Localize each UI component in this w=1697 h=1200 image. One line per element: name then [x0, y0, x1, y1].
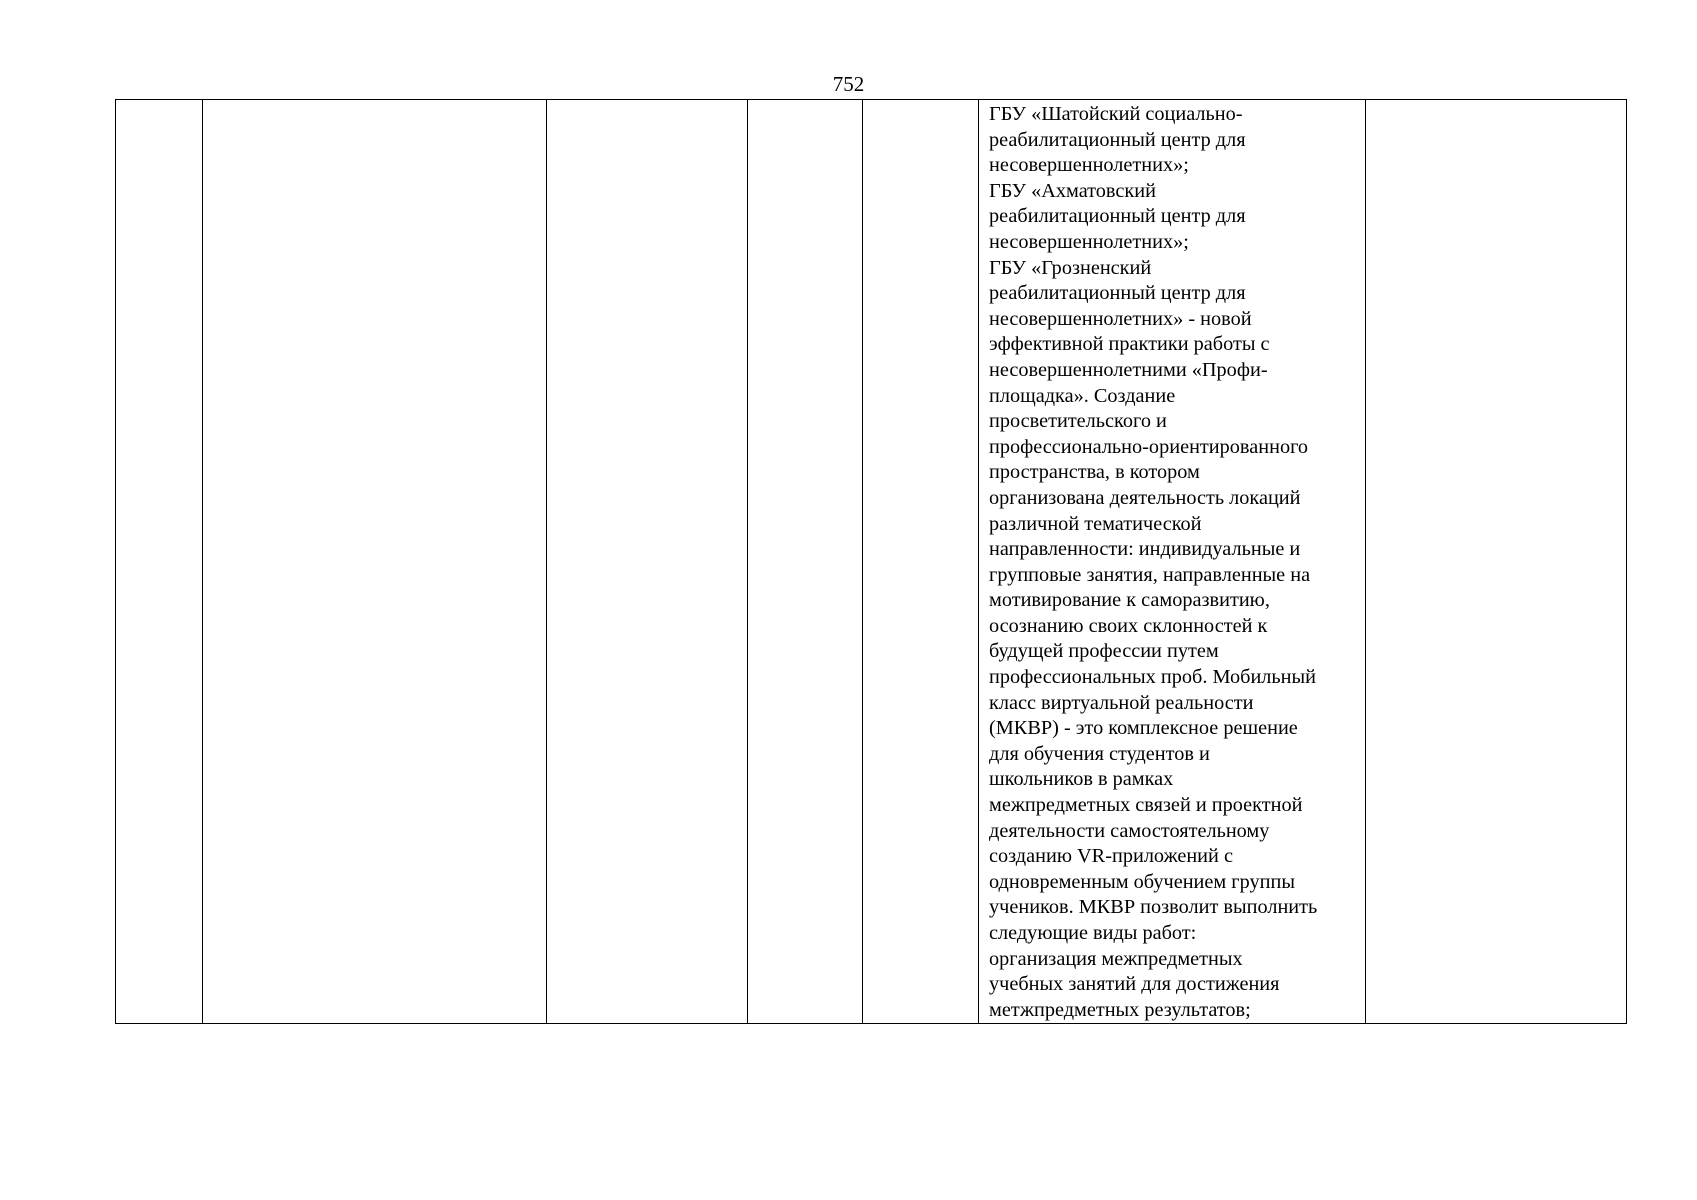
text-line: метжпредметных результатов;: [989, 998, 1251, 1021]
text-line: школьников в рамках: [989, 768, 1174, 791]
text-line: профессиональных проб. Мобильный: [989, 666, 1317, 689]
cell-description-text: [979, 100, 1365, 1023]
table-cell-col-3: [547, 100, 748, 1024]
text-line: направленности: индивидуальные и: [989, 538, 1301, 561]
table-cell-col-4: [748, 100, 863, 1024]
text-line: мотивирование к саморазвитию,: [989, 589, 1270, 612]
text-line: деятельности самостоятельному: [989, 819, 1270, 842]
text-line: ГБУ «Грозненский: [989, 256, 1152, 279]
text-line: площадка». Создание: [989, 384, 1176, 407]
text-line: различной тематической: [989, 512, 1202, 535]
text-line: пространства, в котором: [989, 461, 1200, 484]
text-line: будущей профессии путем: [989, 640, 1219, 663]
text-line: организация межпредметных: [989, 947, 1243, 970]
text-line: несовершеннолетних»;: [989, 154, 1189, 177]
text-line: учеников. МКВР позволит выполнить: [989, 896, 1318, 919]
text-line: несовершеннолетних»;: [989, 230, 1189, 253]
table-cell-col-1: [116, 100, 203, 1024]
table-row: [116, 100, 1627, 1024]
text-line: реабилитационный центр для: [989, 205, 1246, 228]
text-line: организована деятельность локаций: [989, 486, 1301, 509]
text-line: реабилитационный центр для: [989, 282, 1246, 305]
text-line: несовершеннолетних» - новой: [989, 307, 1252, 330]
text-line: ГБУ «Шатойский социально-: [989, 103, 1243, 125]
text-line: (МКВР) - это комплексное решение: [989, 717, 1298, 740]
text-line: просветительского и: [989, 410, 1167, 433]
table-cell-col-6: [979, 100, 1366, 1024]
document-table: [115, 99, 1627, 1024]
text-line: класс виртуальной реальности: [989, 691, 1254, 714]
table-cell-col-7: [1366, 100, 1627, 1024]
text-line: для обучения студентов и: [989, 742, 1210, 765]
text-line: групповые занятия, направленные на: [989, 563, 1311, 586]
text-line: несовершеннолетними «Профи-: [989, 358, 1268, 381]
text-line: межпредметных связей и проектной: [989, 794, 1303, 817]
text-line: одновременным обучением группы: [989, 870, 1295, 893]
text-line: созданию VR-приложений с: [989, 845, 1233, 868]
table-cell-col-2: [203, 100, 547, 1024]
text-line: осознанию своих склонностей к: [989, 614, 1268, 637]
table-cell-col-5: [863, 100, 979, 1024]
text-line: эффективной практики работы с: [989, 333, 1270, 356]
text-line: ГБУ «Ахматовский: [989, 179, 1156, 202]
text-line: реабилитационный центр для: [989, 128, 1246, 151]
text-line: следующие виды работ:: [989, 922, 1197, 944]
page-number: 752: [832, 72, 865, 96]
text-line: учебных занятий для достижения: [989, 973, 1280, 996]
text-line: профессионально-ориентированного: [989, 435, 1309, 458]
